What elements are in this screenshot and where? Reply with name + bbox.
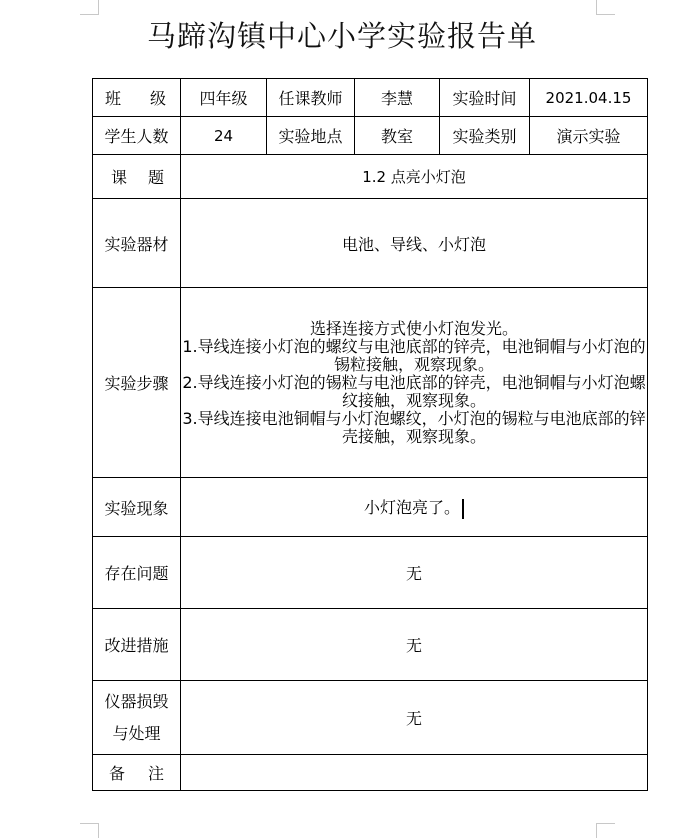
improve-label[interactable]: 改进措施 <box>93 609 181 681</box>
teacher-value[interactable]: 李慧 <box>355 79 440 117</box>
type-value[interactable]: 演示实验 <box>530 117 648 155</box>
time-label[interactable]: 实验时间 <box>440 79 530 117</box>
crop-mark-top-left <box>80 0 99 15</box>
row-damage <box>93 681 648 755</box>
teacher-label[interactable]: 任课教师 <box>267 79 355 117</box>
problems-value[interactable]: 无 <box>181 537 648 609</box>
students-label[interactable]: 学生人数 <box>93 117 181 155</box>
row-phenomenon <box>93 478 648 537</box>
topic-value[interactable]: 1.2 点亮小灯泡 <box>181 155 648 199</box>
materials-value[interactable]: 电池、导线、小灯泡 <box>181 199 648 288</box>
time-value[interactable]: 2021.04.15 <box>530 79 648 117</box>
crop-mark-bottom-left <box>80 823 99 838</box>
phenomenon-label[interactable]: 实验现象 <box>93 478 181 537</box>
report-table <box>92 78 648 791</box>
crop-mark-top-right <box>596 0 615 15</box>
improve-value[interactable]: 无 <box>181 609 648 681</box>
row-problems <box>93 537 648 609</box>
crop-mark-bottom-right <box>596 823 615 838</box>
class-value[interactable]: 四年级 <box>181 79 267 117</box>
row-topic <box>93 155 648 199</box>
remarks-label[interactable]: 备 注 <box>93 755 181 791</box>
row-students <box>93 117 648 155</box>
problems-label[interactable]: 存在问题 <box>93 537 181 609</box>
materials-label[interactable]: 实验器材 <box>93 199 181 288</box>
step-2: 2.导线连接小灯泡的锡粒与电池底部的锌壳，电池铜帽与小灯泡螺纹接触，观察现象。 <box>182 372 646 410</box>
phenomenon-value[interactable]: 小灯泡亮了。 <box>181 478 648 537</box>
damage-label[interactable]: 仪器损毁 与处理 <box>93 681 181 755</box>
step-3: 3.导线连接电池铜帽与小灯泡螺纹，小灯泡的锡粒与电池底部的锌壳接触，观察现象。 <box>182 408 646 446</box>
row-steps <box>93 288 648 478</box>
place-value[interactable]: 教室 <box>355 117 440 155</box>
topic-label[interactable]: 课 题 <box>93 155 181 199</box>
class-label[interactable]: 班 级 <box>93 79 181 117</box>
row-remarks <box>93 755 648 791</box>
row-materials <box>93 199 648 288</box>
remarks-value[interactable] <box>181 755 648 791</box>
document-title: 马蹄沟镇中心小学实验报告单 <box>146 19 537 53</box>
damage-value[interactable]: 无 <box>181 681 648 755</box>
steps-label[interactable]: 实验步骤 <box>93 288 181 478</box>
step-1: 1.导线连接小灯泡的螺纹与电池底部的锌壳，电池铜帽与小灯泡的锡粒接触，观察现象。 <box>182 336 646 374</box>
students-value[interactable]: 24 <box>181 117 267 155</box>
steps-content[interactable] <box>181 288 648 478</box>
steps-intro: 选择连接方式使小灯泡发光。 <box>309 318 518 338</box>
row-improve <box>93 609 648 681</box>
row-class <box>93 79 648 117</box>
type-label[interactable]: 实验类别 <box>440 117 530 155</box>
text-cursor <box>462 499 464 519</box>
place-label[interactable]: 实验地点 <box>267 117 355 155</box>
